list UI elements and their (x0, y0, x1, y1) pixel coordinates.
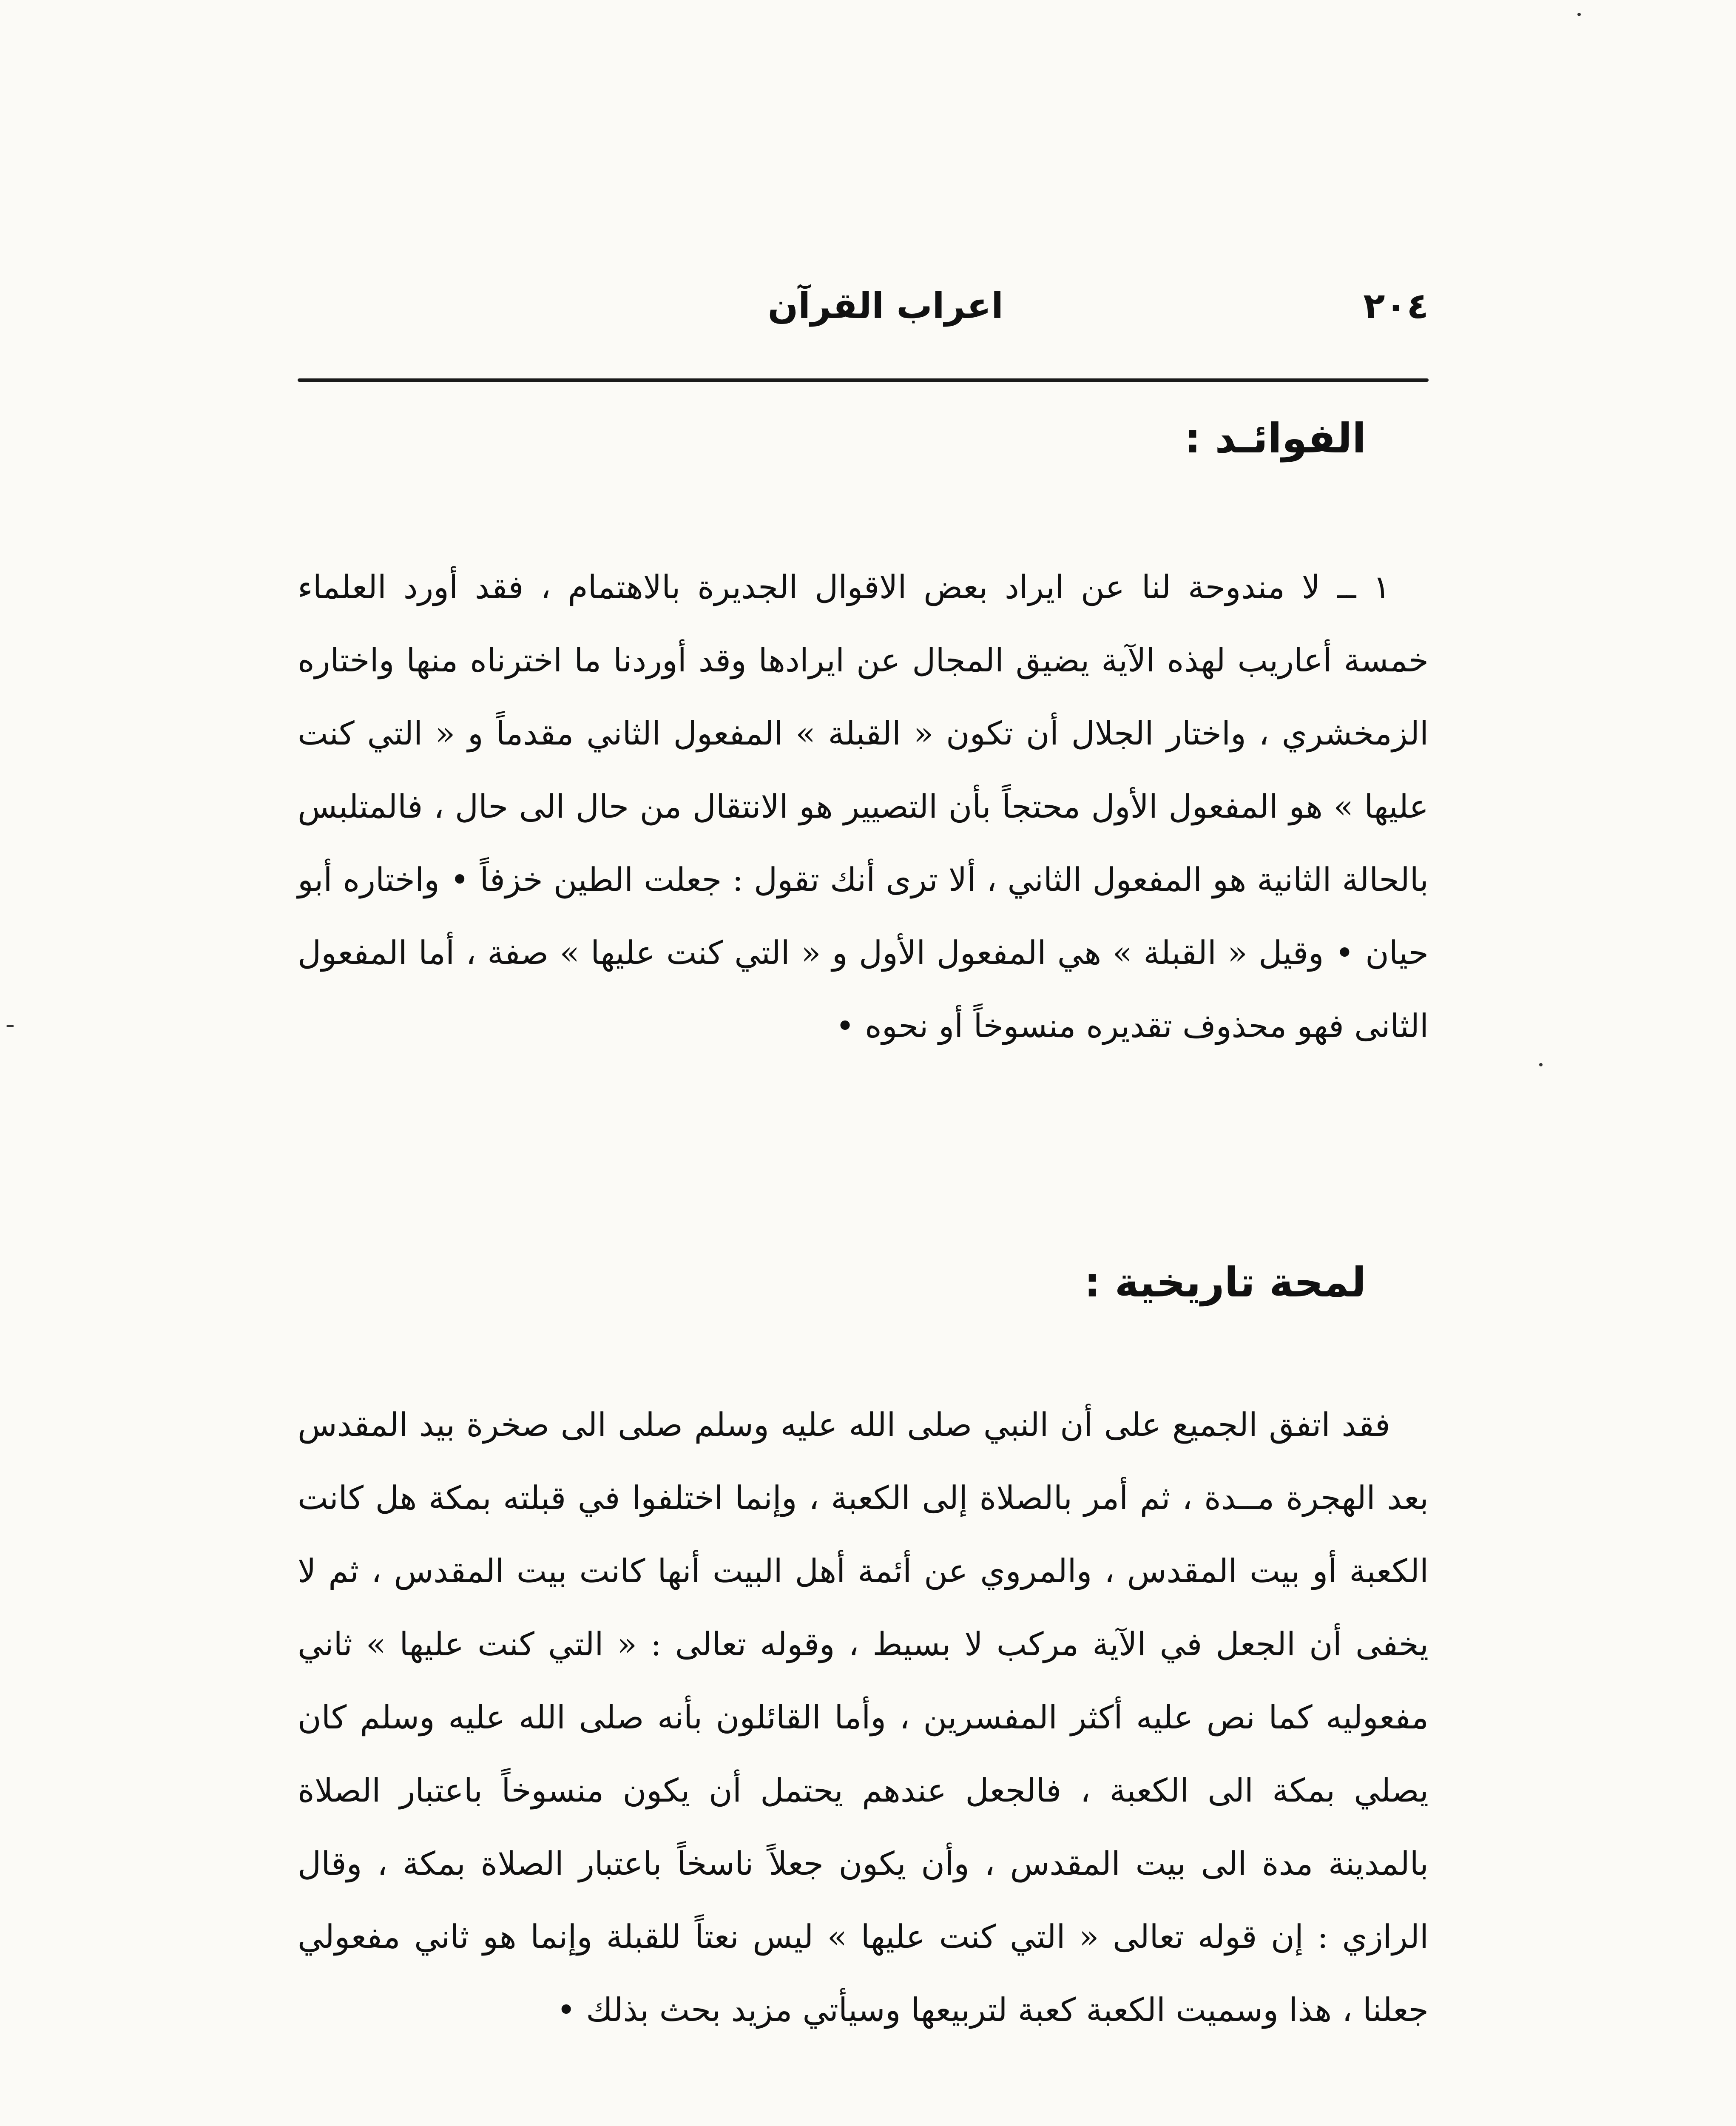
section-paragraph-historical-note: فقد اتفق الجميع على أن النبي صلى الله عليه وسلم صلى الى صخرة بيد المقدس بعد الهجرة مــدة ، ثم أمر بالصلاة إلى الكعبة ، وإنما اختلفوا في قبلته بمكة هل كانت الكعبة أو بيت المقدس ، والمروي عن أئمة أهل البيت أنها كانت بيت المقدس ، ثم لا يخفى أن الجعل في الآية مركب لا بسيط ، وقوله تعالى : « التي كنت عليها » ثاني مفعوليه كما نص عليه أكثر المفسرين ، وأما القائلون بأنه صلى الله عليه وسلم كان يصلي بمكة الى الكعبة ، فالجعل عندهم يحتمل أن يكون منسوخاً باعتبار الصلاة بالمدينة مدة الى بيت المقدس ، وأن يكون جعلاً ناسخاً باعتبار الصلاة بمكة ، وقال الرازي : إن قوله تعالى « التي كنت عليها » ليس نعتاً للقبلة وإنما هو ثاني مفعولي جعلنا ، هذا وسميت الكعبة كعبة لتربيعها وسيأتي مزيد بحث بذلك • (298, 1406, 1429, 2029)
book-title: اعراب القرآن (767, 285, 1003, 327)
running-header (298, 276, 1429, 340)
scan-speck (6, 1025, 14, 1027)
scan-speck (1539, 1063, 1543, 1066)
page-number: ٢٠٤ (1363, 285, 1429, 327)
section-heading-fawaid: الفوائـد : (1184, 415, 1366, 462)
scan-speck (1577, 13, 1581, 16)
header-divider (298, 378, 1429, 382)
section-heading-historical-note: لمحة تاريخية : (1084, 1259, 1366, 1306)
section-paragraph-fawaid: ١ ــ لا مندوحة لنا عن ايراد بعض الاقوال الجديرة بالاهتمام ، فقد أورد العلماء خمسة أعاريب لهذه الآية يضيق المجال عن ايرادها وقد أوردنا ما اخترناه منها واختاره الزمخشري ، واختار الجلال أن تكون « القبلة » المفعول الثاني مقدماً و « التي كنت عليها » هو المفعول الأول محتجاً بأن التصيير هو الانتقال من حال الى حال ، فالمتلبس بالحالة الثانية هو المفعول الثاني ، ألا ترى أنك تقول : جعلت الطين خزفاً • واختاره أبو حيان • وقيل « القبلة » هي المفعول الأول و « التي كنت عليها » صفة ، أما المفعول الثانى فهو محذوف تقديره منسوخاً أو نحوه • (298, 568, 1429, 1045)
